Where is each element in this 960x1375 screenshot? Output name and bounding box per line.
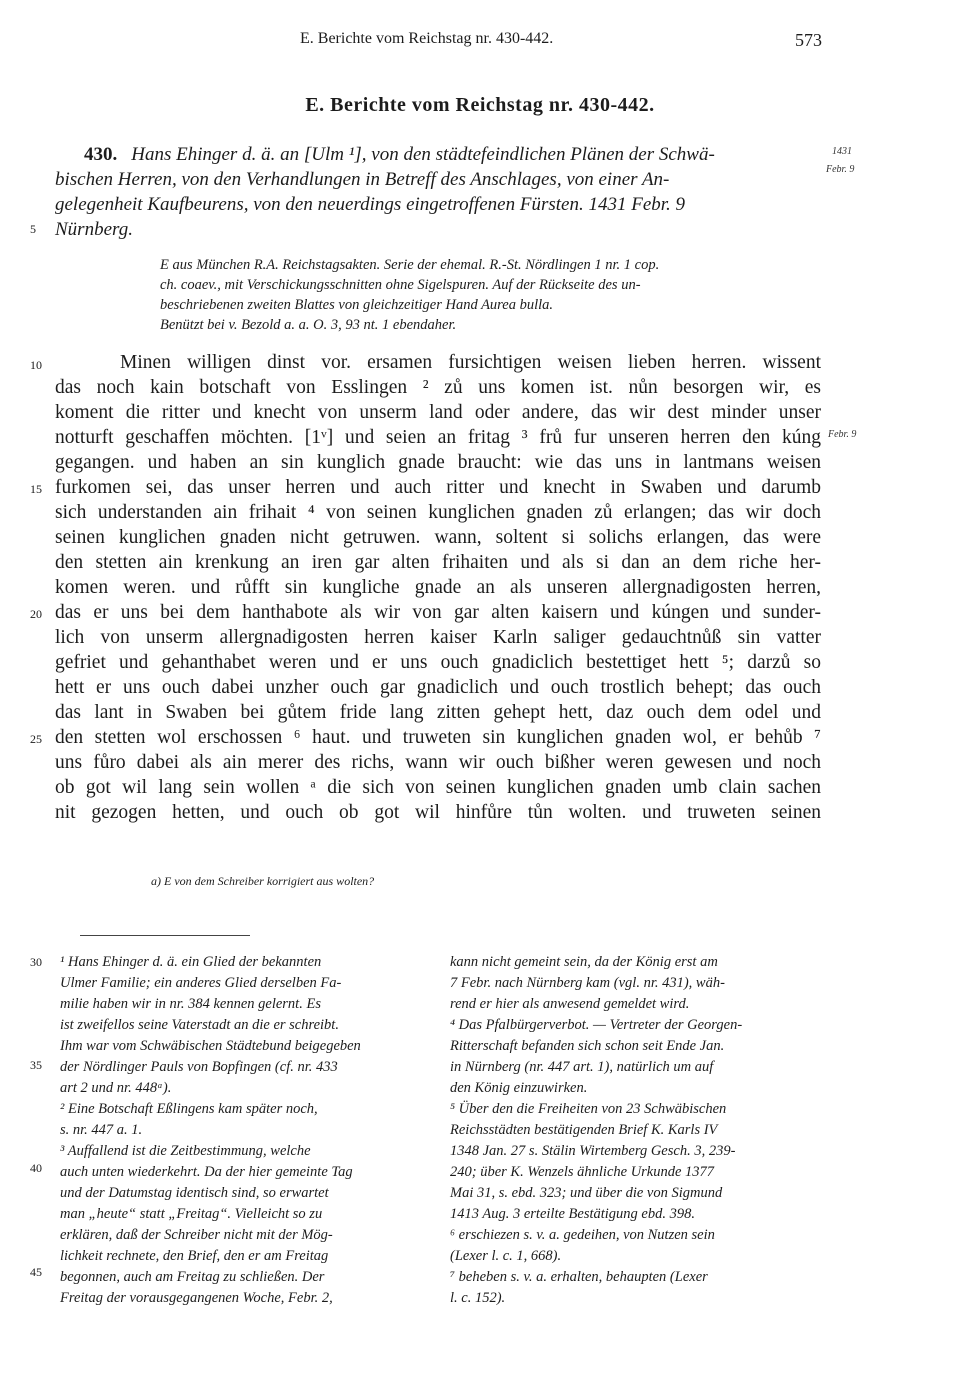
body-line: koment die ritter und knecht von unserm land oder andere, das wir dest minder unser xyxy=(55,402,821,423)
footnote-line: ³ Auffallend ist die Zeitbestimmung, welche xyxy=(60,1143,311,1159)
footnote-line: man „heute“ statt „Freitag“. Vielleicht so zu xyxy=(60,1206,323,1222)
footnote-line: art 2 und nr. 448ᵃ). xyxy=(60,1080,172,1096)
critical-apparatus: a) E von dem Schreiber korrigiert aus wolten? xyxy=(151,874,375,888)
footnote-line: 240; über K. Wenzels ähnliche Urkunde 1377 xyxy=(450,1164,715,1180)
line-number: 35 xyxy=(30,1058,42,1072)
section-title: E. Berichte vom Reichstag nr. 430-442. xyxy=(305,94,655,116)
footnote-line: ⁴ Das Pfalbürgerverbot. — Vertreter der Georgen- xyxy=(450,1017,743,1033)
footnote-line: begonnen, auch am Freitag zu schließen. Der xyxy=(60,1269,325,1285)
source-line: beschriebenen zweiten Blattes von gleichzeitiger Hand Aurea bulla. xyxy=(160,297,554,313)
footnote-line: 1413 Aug. 3 erteilte Bestätigung ebd. 398. xyxy=(450,1206,695,1222)
body-line: das er uns bei dem hanthabote als wir von gar alten kaisern und kúngen und sunder- xyxy=(55,602,821,623)
footnote-line: Ritterschaft befanden sich schon seit Ende Jan. xyxy=(450,1038,725,1054)
footnote-line: ⁵ Über den die Freiheiten von 23 Schwäbischen xyxy=(450,1101,727,1117)
footnote-line: Ihm war vom Schwäbischen Städtebund beigegeben xyxy=(60,1038,361,1054)
body-line: ob got wil lang sein wollen ᵃ die sich von seinen kunglichen gnaden umb clain sachen xyxy=(55,777,821,798)
footnote-line: Mai 31, s. ebd. 323; und über die von Sigmund xyxy=(450,1185,723,1201)
body-line: notturft geschaffen möchten. [1ᵛ] und seien an fritag ³ frů fur unseren herren den kúng xyxy=(55,427,821,448)
footnote-line: lichkeit rechnete, den Brief, den er am Freitag xyxy=(60,1248,329,1264)
regest-line: bischen Herren, von den Verhandlungen in Betreff des Anschlages, von einer An- xyxy=(55,169,670,190)
footnote-line: erklären, daß der Schreiber nicht mit der Mög- xyxy=(60,1227,333,1243)
source-line: ch. coaev., mit Verschickungsschnitten ohne Sigelspuren. Auf der Rückseite des un- xyxy=(160,277,641,293)
body-line: sich understanden ain frihait ⁴ von seinen kunglichen gnaden zů erlangen; das wir doch xyxy=(55,502,821,523)
footnote-line: 1348 Jan. 27 s. Stälin Wirtemberg Gesch. 3, 239- xyxy=(450,1143,736,1159)
footnote-line: s. nr. 447 a. 1. xyxy=(60,1122,143,1138)
line-number: 10 xyxy=(30,358,42,372)
footnote-line: kann nicht gemeint sein, da der König erst am xyxy=(450,954,718,970)
body-line: uns fůro dabei als ain merer des richs, wann wir ouch bißher weren gewesen und noch xyxy=(55,752,821,773)
line-number: 20 xyxy=(30,607,42,621)
body-line: den stetten ain krenkung an iren gar alten frihaiten und als si dan an dem riche her- xyxy=(55,552,821,573)
margin-date: Febr. 9 xyxy=(828,429,857,440)
body-line: komen weren. und růfft sin kungliche gnade an als unseren allergnadigosten herren, xyxy=(55,577,821,598)
source-line: E aus München R.A. Reichstagsakten. Serie der ehemal. R.-St. Nördlingen 1 nr. 1 cop. xyxy=(160,257,660,273)
footnote-line: der Nördlinger Pauls von Bopfingen (cf. nr. 433 xyxy=(60,1059,338,1075)
line-number: 40 xyxy=(30,1161,42,1175)
body-line: den stetten wol erschossen ⁶ haut. und truweten sin kunglichen gnaden wol, er behůb ⁷ xyxy=(55,727,821,748)
footnote-line: Ulmer Familie; ein anderes Glied derselben Fa- xyxy=(60,975,342,991)
regest-line: gelegenheit Kaufbeurens, von den neuerdings eingetroffenen Fürsten. 1431 Febr. 9 xyxy=(55,194,686,215)
footnote-line: den König einzuwirken. xyxy=(450,1080,588,1096)
footnote-line: Reichsstädten bestätigenden Brief K. Karls IV xyxy=(450,1122,718,1138)
footnote-line: 7 Febr. nach Nürnberg kam (vgl. nr. 431), wäh- xyxy=(450,975,725,991)
footnote-line: (Lexer l. c. 1, 668). xyxy=(450,1248,562,1264)
regest-line: Nürnberg. xyxy=(55,219,133,240)
document-number: 430. xyxy=(84,144,118,165)
footnote-line: auch unten wiederkehrt. Da der hier gemeinte Tag xyxy=(60,1164,353,1180)
body-line: seinen kunglichen gnaden nicht getruwen. wann, soltent si solichs erlangen, das were xyxy=(55,527,821,548)
footnote-line: rend er hier als anwesend gemeldet wird. xyxy=(450,996,690,1012)
footnote-line: in Nürnberg (nr. 447 art. 1), natürlich um auf xyxy=(450,1059,714,1075)
body-line: gegangen. und haben an sin kunglich gnade braucht: wie das uns in lantmans weisen xyxy=(55,452,821,473)
body-line: das noch kain botschaft von Esslingen ² zů uns komen ist. nůn besorgen wir, es xyxy=(55,377,821,398)
body-line: Minen willigen dinst vor. ersamen fursichtigen weisen lieben herren. wissent xyxy=(120,352,821,373)
regest-line: 430. Hans Ehinger d. ä. an [Ulm ¹], von den städtefeindlichen Plänen der Schwä- xyxy=(84,144,715,165)
source-line: Benützt bei v. Bezold a. a. O. 3, 93 nt. 1 ebendaher. xyxy=(160,317,457,333)
footnote-rule xyxy=(80,935,250,936)
footnote-line: ⁷ beheben s. v. a. erhalten, behaupten (Lexer xyxy=(450,1269,708,1285)
footnote-line: und der Datumstag identisch sind, so erwartet xyxy=(60,1185,329,1201)
line-number: 45 xyxy=(30,1265,42,1279)
margin-date: Febr. 9 xyxy=(826,164,855,175)
page-number: 573 xyxy=(795,30,822,50)
footnote-line: milie haben wir in nr. 384 kennen gelernt. Es xyxy=(60,996,321,1012)
body-line: das lant in Swaben bei gůtem fride lang zitten gehept hett, daz ouch dem odel und xyxy=(55,702,821,723)
running-head-title: E. Berichte vom Reichstag nr. 430-442. xyxy=(300,30,554,47)
line-number: 5 xyxy=(30,222,36,236)
footnote-line: ² Eine Botschaft Eßlingens kam später noch, xyxy=(60,1101,318,1117)
footnote-line: ist zweifellos seine Vaterstadt an die er schreibt. xyxy=(60,1017,339,1033)
footnote-line: Freitag der vorausgegangenen Woche, Febr. 2, xyxy=(60,1290,333,1306)
body-line: furkomen sei, das unser herren und auch ritter und knecht in Swaben und darumb xyxy=(55,477,821,498)
body-line: nit gezogen hetten, und ouch ob got wil hinfůre tůn wolten. und truweten seinen xyxy=(55,802,821,823)
line-number: 15 xyxy=(30,482,42,496)
line-number: 25 xyxy=(30,732,42,746)
body-line: hett er uns ouch dabei unzher ouch gar gnadiclich und ouch trostlich behept; das ouch xyxy=(55,677,821,698)
line-number: 30 xyxy=(30,955,42,969)
footnote-line: ¹ Hans Ehinger d. ä. ein Glied der bekannten xyxy=(60,954,322,970)
body-line: gefriet und gehanthabet weren und er uns ouch gnadiclich bestettiget hett ⁵; darzů so xyxy=(55,652,821,673)
footnote-line: ⁶ erschiezen s. v. a. gedeihen, von Nutzen sein xyxy=(450,1227,715,1243)
margin-date: 1431 xyxy=(832,146,852,157)
footnote-line: l. c. 152). xyxy=(450,1290,506,1306)
body-line: lich von unserm allergnadigosten herren kaiser Karln saliger gedauchtnůß sin vatter xyxy=(55,627,821,648)
